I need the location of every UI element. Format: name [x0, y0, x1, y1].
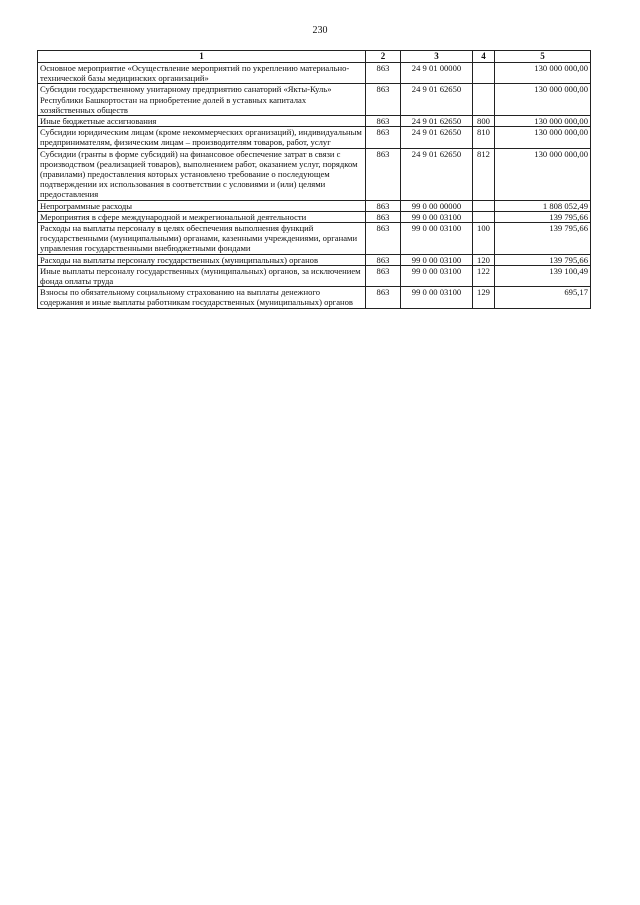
- cell-name: Расходы на выплаты персоналу государственных (муниципальных) органов: [38, 254, 366, 265]
- cell-amount: 139 795,66: [495, 254, 591, 265]
- table-row: [38, 223, 591, 255]
- cell-expense-type: 800: [473, 116, 495, 127]
- cell-ministry: 863: [366, 254, 401, 265]
- cell-ministry: 863: [366, 63, 401, 84]
- cell-expense-type: [473, 211, 495, 222]
- cell-target-article: 99 0 00 03100: [401, 254, 473, 265]
- cell-name: Иные выплаты персоналу государственных (муниципальных) органов, за исключением фонда оплаты труда: [38, 265, 366, 286]
- cell-amount: 130 000 000,00: [495, 127, 591, 148]
- table-row: [38, 63, 591, 84]
- cell-target-article: 24 9 01 62650: [401, 84, 473, 116]
- budget-table: [37, 50, 591, 309]
- cell-target-article: 24 9 01 00000: [401, 63, 473, 84]
- cell-target-article: 99 0 00 03100: [401, 211, 473, 222]
- cell-target-article: 99 0 00 03100: [401, 287, 473, 308]
- cell-name: Взносы по обязательному социальному страхованию на выплаты денежного содержания и иные выплаты работникам государственных (муниципальных) органов: [38, 287, 366, 308]
- cell-amount: 130 000 000,00: [495, 116, 591, 127]
- cell-target-article: 99 0 00 03100: [401, 223, 473, 255]
- cell-ministry: 863: [366, 116, 401, 127]
- column-header-name: 1: [38, 51, 366, 63]
- cell-expense-type: [473, 84, 495, 116]
- table-row: [38, 254, 591, 265]
- cell-expense-type: 129: [473, 287, 495, 308]
- cell-name: Мероприятия в сфере международной и межрегиональной деятельности: [38, 211, 366, 222]
- cell-amount: 139 795,66: [495, 223, 591, 255]
- cell-ministry: 863: [366, 287, 401, 308]
- cell-ministry: 863: [366, 148, 401, 200]
- cell-ministry: 863: [366, 84, 401, 116]
- table-row: [38, 127, 591, 148]
- column-header-target-article: 3: [401, 51, 473, 63]
- cell-expense-type: 100: [473, 223, 495, 255]
- table-body: [38, 63, 591, 309]
- table-row: [38, 211, 591, 222]
- table-row: [38, 116, 591, 127]
- cell-name: Иные бюджетные ассигнования: [38, 116, 366, 127]
- cell-ministry: 863: [366, 223, 401, 255]
- cell-target-article: 24 9 01 62650: [401, 116, 473, 127]
- cell-ministry: 863: [366, 265, 401, 286]
- cell-amount: 130 000 000,00: [495, 84, 591, 116]
- cell-expense-type: [473, 63, 495, 84]
- cell-target-article: 24 9 01 62650: [401, 148, 473, 200]
- cell-name: Расходы на выплаты персоналу в целях обеспечения выполнения функций государственными (муниципальными) органами, казенными учреждениями, органами управления государственными внебюджетными фондами: [38, 223, 366, 255]
- table-row: [38, 265, 591, 286]
- cell-target-article: 99 0 00 00000: [401, 200, 473, 211]
- cell-expense-type: 812: [473, 148, 495, 200]
- cell-name: Субсидии юридическим лицам (кроме некоммерческих организаций), индивидуальным предпринимателям, физическим лицам – производителям товаров, работ, услуг: [38, 127, 366, 148]
- cell-ministry: 863: [366, 211, 401, 222]
- cell-amount: 139 100,49: [495, 265, 591, 286]
- page-number: 230: [312, 25, 328, 36]
- cell-name: Основное мероприятие «Осуществление мероприятий по укреплению материально-технической базы медицинских организаций»: [38, 63, 366, 84]
- cell-expense-type: 120: [473, 254, 495, 265]
- column-header-ministry: 2: [366, 51, 401, 63]
- column-header-expense-type: 4: [473, 51, 495, 63]
- cell-name: Непрограммные расходы: [38, 200, 366, 211]
- cell-target-article: 99 0 00 03100: [401, 265, 473, 286]
- cell-amount: 1 808 052,49: [495, 200, 591, 211]
- table-header-row: [38, 51, 591, 63]
- cell-amount: 139 795,66: [495, 211, 591, 222]
- cell-amount: 695,17: [495, 287, 591, 308]
- cell-amount: 130 000 000,00: [495, 148, 591, 200]
- table-row: [38, 200, 591, 211]
- cell-amount: 130 000 000,00: [495, 63, 591, 84]
- cell-name: Субсидии государственному унитарному предприятию санаторий «Якты-Куль» Республики Башкортостан на приобретение долей в уставных капиталах хозяйственных обществ: [38, 84, 366, 116]
- cell-name: Субсидии (гранты в форме субсидий) на финансовое обеспечение затрат в связи с производством (реализацией товаров), выполнением работ, оказанием услуг, порядком (правилами) предоставления которых установлено требование о последующем подтверждении их использования в соответствии с условиями и (или) целями предоставления: [38, 148, 366, 200]
- cell-expense-type: 122: [473, 265, 495, 286]
- cell-ministry: 863: [366, 200, 401, 211]
- cell-expense-type: [473, 200, 495, 211]
- column-header-amount: 5: [495, 51, 591, 63]
- table-row: [38, 148, 591, 200]
- table-row: [38, 287, 591, 308]
- table-row: [38, 84, 591, 116]
- cell-target-article: 24 9 01 62650: [401, 127, 473, 148]
- cell-expense-type: 810: [473, 127, 495, 148]
- cell-ministry: 863: [366, 127, 401, 148]
